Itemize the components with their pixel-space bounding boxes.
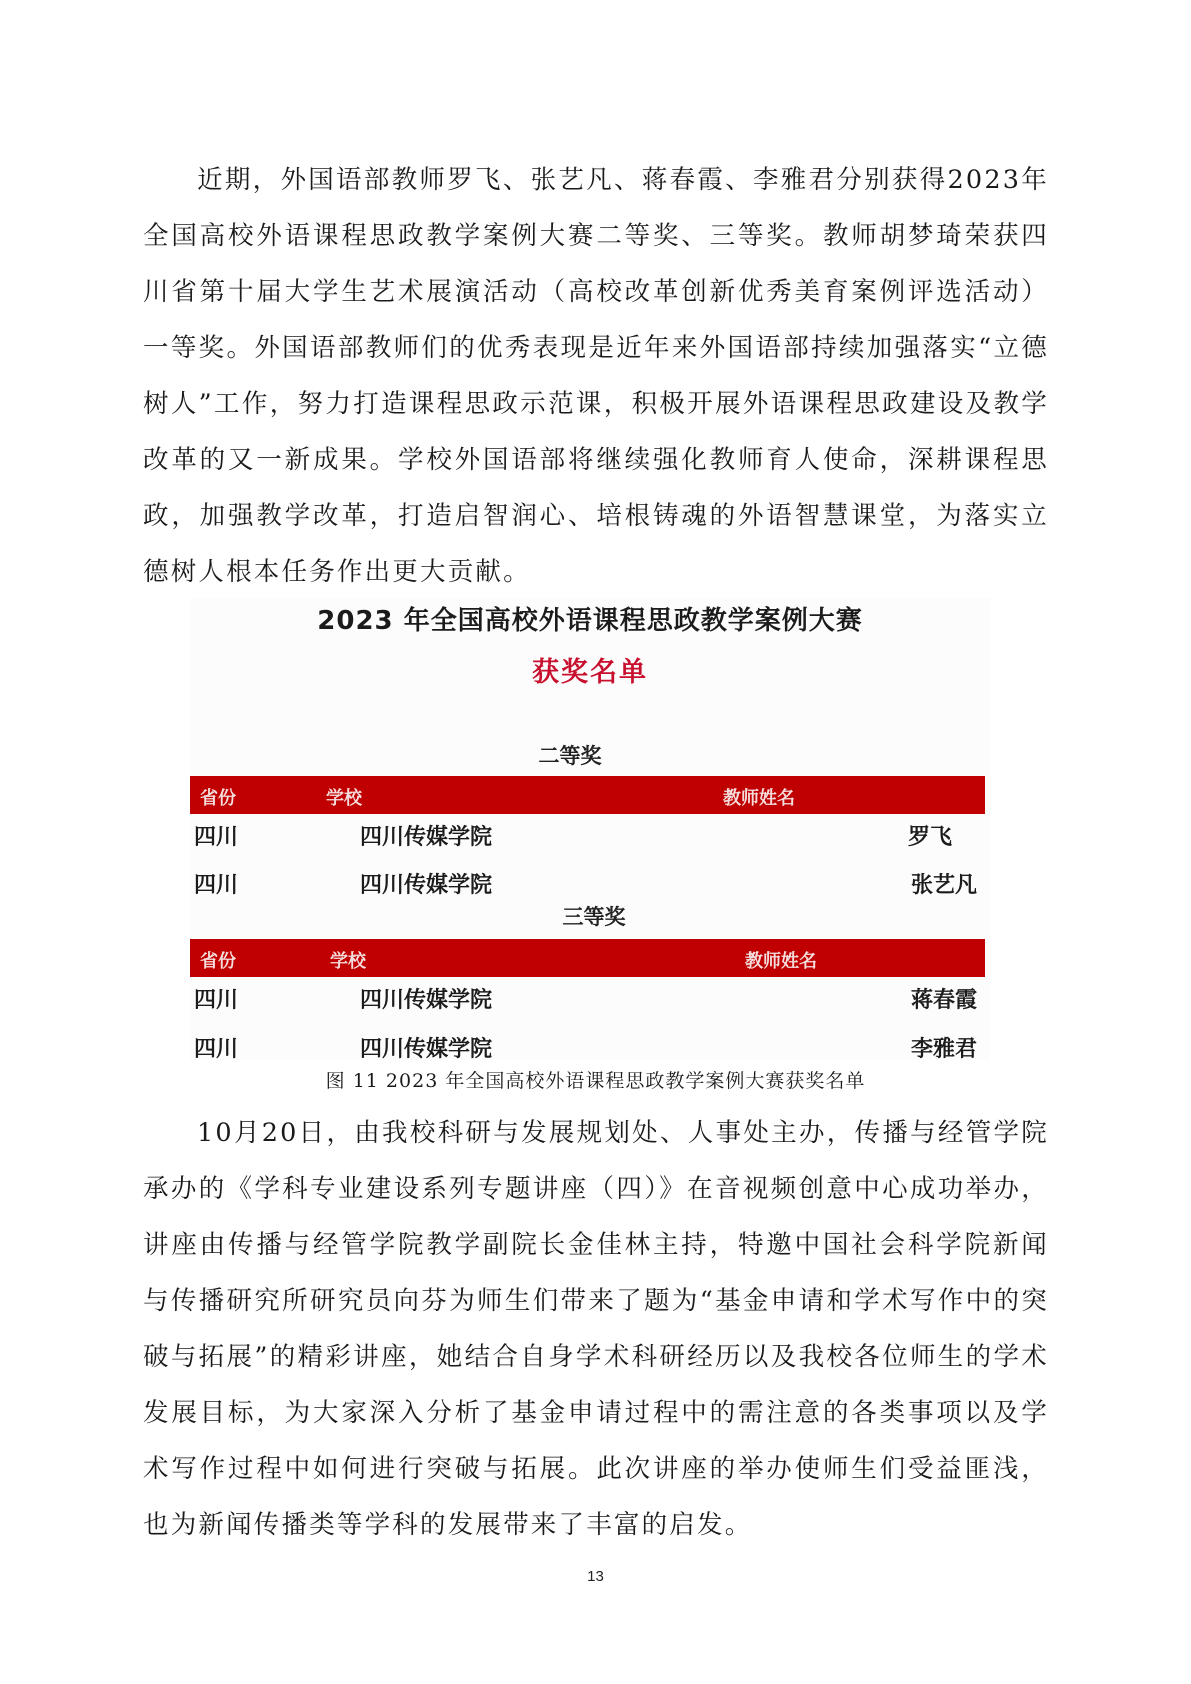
body-paragraph (143, 1105, 1049, 1553)
cell-province: 四川 (194, 988, 239, 1013)
body-paragraph (143, 152, 1049, 600)
table-row (190, 979, 985, 1019)
award-third-prize-title: 三等奖 (562, 905, 626, 929)
column-header-province: 省份 (200, 951, 236, 972)
award-list-figure (190, 598, 990, 1060)
table-row (190, 864, 985, 904)
cell-school: 四川传媒学院 (360, 825, 493, 850)
cell-school: 四川传媒学院 (360, 873, 493, 898)
paragraph-text: 近期，外国语部教师罗飞、张艺凡、蒋春霞、李雅君分别获得2023年全国高校外语课程思政教学案例大赛二等奖、三等奖。教师胡梦琦荣获四川省第十届大学生艺术展演活动（高校改革创新优秀美育案例评选活动）一等奖。外国语部教师们的优秀表现是近年来外国语部持续加强落实“立德树人”工作，努力打造课程思政示范课，积极开展外语课程思政建设及教学改革的又一新成果。学校外国语部将继续强化教师育人使命，深耕课程思政，加强教学改革，打造启智润心、培根铸魂的外语智慧课堂，为落实立德树人根本任务作出更大贡献。 (143, 165, 1049, 587)
column-header-school: 学校 (326, 788, 362, 809)
cell-school: 四川传媒学院 (360, 988, 493, 1013)
figure-caption: 图 11 2023 年全国高校外语课程思政教学案例大赛获奖名单 (325, 1070, 866, 1092)
cell-teacher: 蒋春霞 (910, 988, 977, 1013)
table-header-second-prize (190, 776, 985, 814)
page-number: 13 (587, 1568, 604, 1585)
figure-title: 2023 年全国高校外语课程思政教学案例大赛 (317, 606, 863, 636)
cell-teacher: 罗飞 (907, 825, 952, 850)
column-header-teacher: 教师姓名 (745, 951, 817, 972)
table-row (190, 816, 985, 856)
cell-teacher: 李雅君 (910, 1037, 977, 1062)
paragraph-text: 10月20日，由我校科研与发展规划处、人事处主办，传播与经管学院承办的《学科专业建设系列专题讲座（四）》在音视频创意中心成功举办，讲座由传播与经管学院教学副院长金佳林主持，特邀中国社会科学院新闻与传播研究所研究员向芬为师生们带来了题为“基金申请和学术写作中的突破与拓展”的精彩讲座，她结合自身学术科研经历以及我校各位师生的学术发展目标，为大家深入分析了基金申请过程中的需注意的各类事项以及学术写作过程中如何进行突破与拓展。此次讲座的举办使师生们受益匪浅，也为新闻传播类等学科的发展带来了丰富的启发。 (143, 1118, 1049, 1540)
cell-teacher: 张艺凡 (910, 873, 977, 898)
cell-province: 四川 (194, 873, 239, 898)
table-header-third-prize (190, 939, 985, 977)
cell-school: 四川传媒学院 (360, 1037, 493, 1062)
cell-province: 四川 (194, 825, 239, 850)
cell-province: 四川 (194, 1037, 239, 1062)
figure-subtitle: 获奖名单 (532, 657, 648, 688)
column-header-province: 省份 (200, 788, 236, 809)
award-second-prize-title: 二等奖 (538, 744, 602, 768)
column-header-school: 学校 (330, 951, 366, 972)
table-row (190, 1028, 985, 1068)
column-header-teacher: 教师姓名 (723, 788, 795, 809)
